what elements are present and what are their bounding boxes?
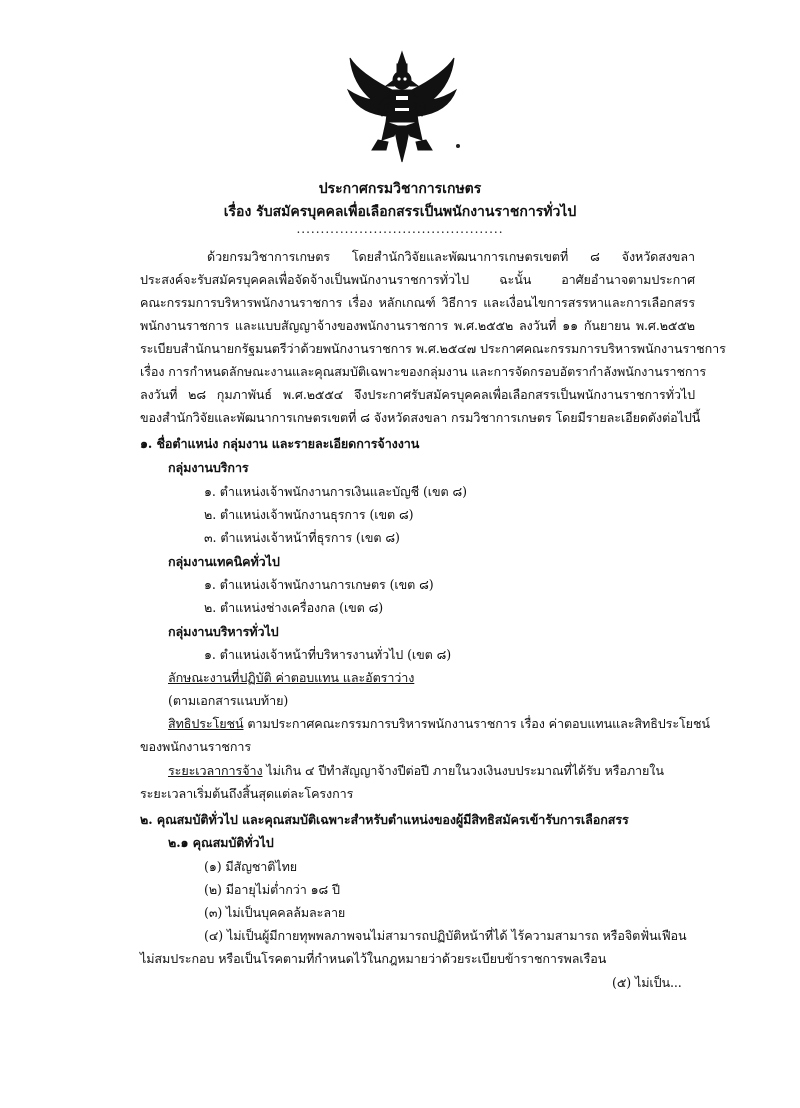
benefits-text: ตามประกาศคณะกรรมการบริหารพนักงานราชการ เรื่อง ค่าตอบแทนและสิทธิประโยชน์	[243, 716, 710, 731]
page-continuation: (๕) ไม่เป็น...	[612, 975, 682, 990]
garuda-emblem-icon	[342, 50, 462, 165]
group-service: กลุ่มงานบริการ	[168, 460, 249, 475]
announcement-subject: เรื่อง รับสมัครบุคคลเพื่อเลือกสรรเป็นพนักงานราชการทั่วไป	[223, 204, 577, 220]
section-2-heading: ๒. คุณสมบัติทั่วไป และคุณสมบัติเฉพาะสำหรับตำแหน่งของผู้มีสิทธิสมัครเข้ารับการเลือกสรร	[140, 812, 629, 827]
intro-line-3: คณะกรรมการบริหารพนักงานราชการ เรื่อง หลักเกณฑ์ วิธีการ และเงื่อนไขการสรรหาและการเลือกสรร	[140, 295, 695, 310]
period-label: ระยะเวลาการจ้าง	[168, 763, 263, 778]
intro-line-1: ด้วยกรมวิชาการเกษตร โดยสำนักวิจัยและพัฒนาการเกษตรเขตที่ ๘ จังหวัดสงขลา	[207, 249, 695, 264]
position-item: ๑. ตำแหน่งเจ้าหน้าที่บริหารงานทั่วไป (เขต ๘)	[204, 647, 452, 662]
position-item: ๑. ตำแหน่งเจ้าพนักงานการเกษตร (เขต ๘)	[204, 577, 434, 592]
qualification-item: (๓) ไม่เป็นบุคคลล้มละลาย	[204, 905, 346, 920]
intro-line-7: ลงวันที่ ๒๘ กุมภาพันธ์ พ.ศ.๒๕๕๔ จึงประกาศรับสมัครบุคคลเพื่อเลือกสรรเป็นพนักงานราชการทั่วไป	[140, 387, 695, 402]
intro-line-8: ของสำนักวิจัยและพัฒนาการเกษตรเขตที่ ๘ จังหวัดสงขลา กรมวิชาการเกษตร โดยมีรายละเอียดดังต่อไปนี้	[140, 410, 701, 425]
intro-line-4: พนักงานราชการ และแบบสัญญาจ้างของพนักงานราชการ พ.ศ.๒๕๕๒ ลงวันที่ ๑๑ กันยายน พ.ศ.๒๕๕๒	[140, 318, 695, 333]
group-general-admin: กลุ่มงานบริหารทั่วไป	[168, 624, 279, 639]
qualification-item-4-continued: ไม่สมประกอบ หรือเป็นโรคตามที่กำหนดไว้ในกฎหมายว่าด้วยระเบียบข้าราชการพลเรือน	[140, 951, 607, 966]
job-nature-note: (ตามเอกสารแนบท้าย)	[168, 693, 289, 708]
scan-mark	[456, 144, 460, 148]
benefits-label: สิทธิประโยชน์	[168, 716, 244, 731]
period-paragraph	[168, 761, 695, 781]
agency-title: ประกาศกรมวิชาการเกษตร	[318, 181, 482, 197]
intro-line-2: ประสงค์จะรับสมัครบุคคลเพื่อจัดจ้างเป็นพนักงานราชการทั่วไป ฉะนั้น อาศัยอำนาจตามประกาศ	[140, 272, 695, 287]
section-2-1-heading: ๒.๑ คุณสมบัติทั่วไป	[168, 835, 274, 850]
position-item: ๒. ตำแหน่งช่างเครื่องกล (เขต ๘)	[204, 600, 384, 615]
position-item: ๓. ตำแหน่งเจ้าหน้าที่ธุรการ (เขต ๘)	[204, 530, 400, 545]
qualification-item: (๒) มีอายุไม่ต่ำกว่า ๑๘ ปี	[204, 882, 340, 897]
group-general-technical: กลุ่มงานเทคนิคทั่วไป	[168, 554, 280, 569]
qualification-item: (๑) มีสัญชาติไทย	[204, 859, 298, 874]
benefits-paragraph	[168, 714, 710, 734]
section-1-heading: ๑. ชื่อตำแหน่ง กลุ่มงาน และรายละเอียดการจ้างงาน	[140, 436, 420, 451]
position-item: ๒. ตำแหน่งเจ้าพนักงานธุรการ (เขต ๘)	[204, 507, 414, 522]
position-item: ๑. ตำแหน่งเจ้าพนักงานการเงินและบัญชี (เขต ๘)	[204, 484, 467, 499]
period-text: ไม่เกิน ๔ ปีทำสัญญาจ้างปีต่อปี ภายในวงเงินงบประมาณที่ได้รับ หรือภายใน	[262, 763, 664, 778]
intro-line-6: เรื่อง การกำหนดลักษณะงานและคุณสมบัติเฉพาะของกลุ่มงาน และการจัดกรอบอัตรากำลังพนักงานราชการ	[140, 364, 707, 379]
qualification-item-4: (๔) ไม่เป็นผู้มีกายทุพพลภาพจนไม่สามารถปฏิบัติหน้าที่ได้ ไร้ความสามารถ หรือจิตฟั่นเฟือน	[204, 928, 687, 943]
job-nature-label: ลักษณะงานที่ปฏิบัติ ค่าตอบแทน และอัตราว่าง	[168, 670, 415, 685]
title-separator: ...........................................	[296, 222, 504, 236]
benefits-text-continued: ของพนักงานราชการ	[140, 739, 252, 754]
intro-line-5: ระเบียบสำนักนายกรัฐมนตรีว่าด้วยพนักงานราชการ พ.ศ.๒๕๔๗ ประกาศคณะกรรมการบริหารพนักงานราชการ	[140, 341, 726, 356]
period-text-continued: ระยะเวลาเริ่มต้นถึงสิ้นสุดแต่ละโครงการ	[140, 786, 354, 801]
